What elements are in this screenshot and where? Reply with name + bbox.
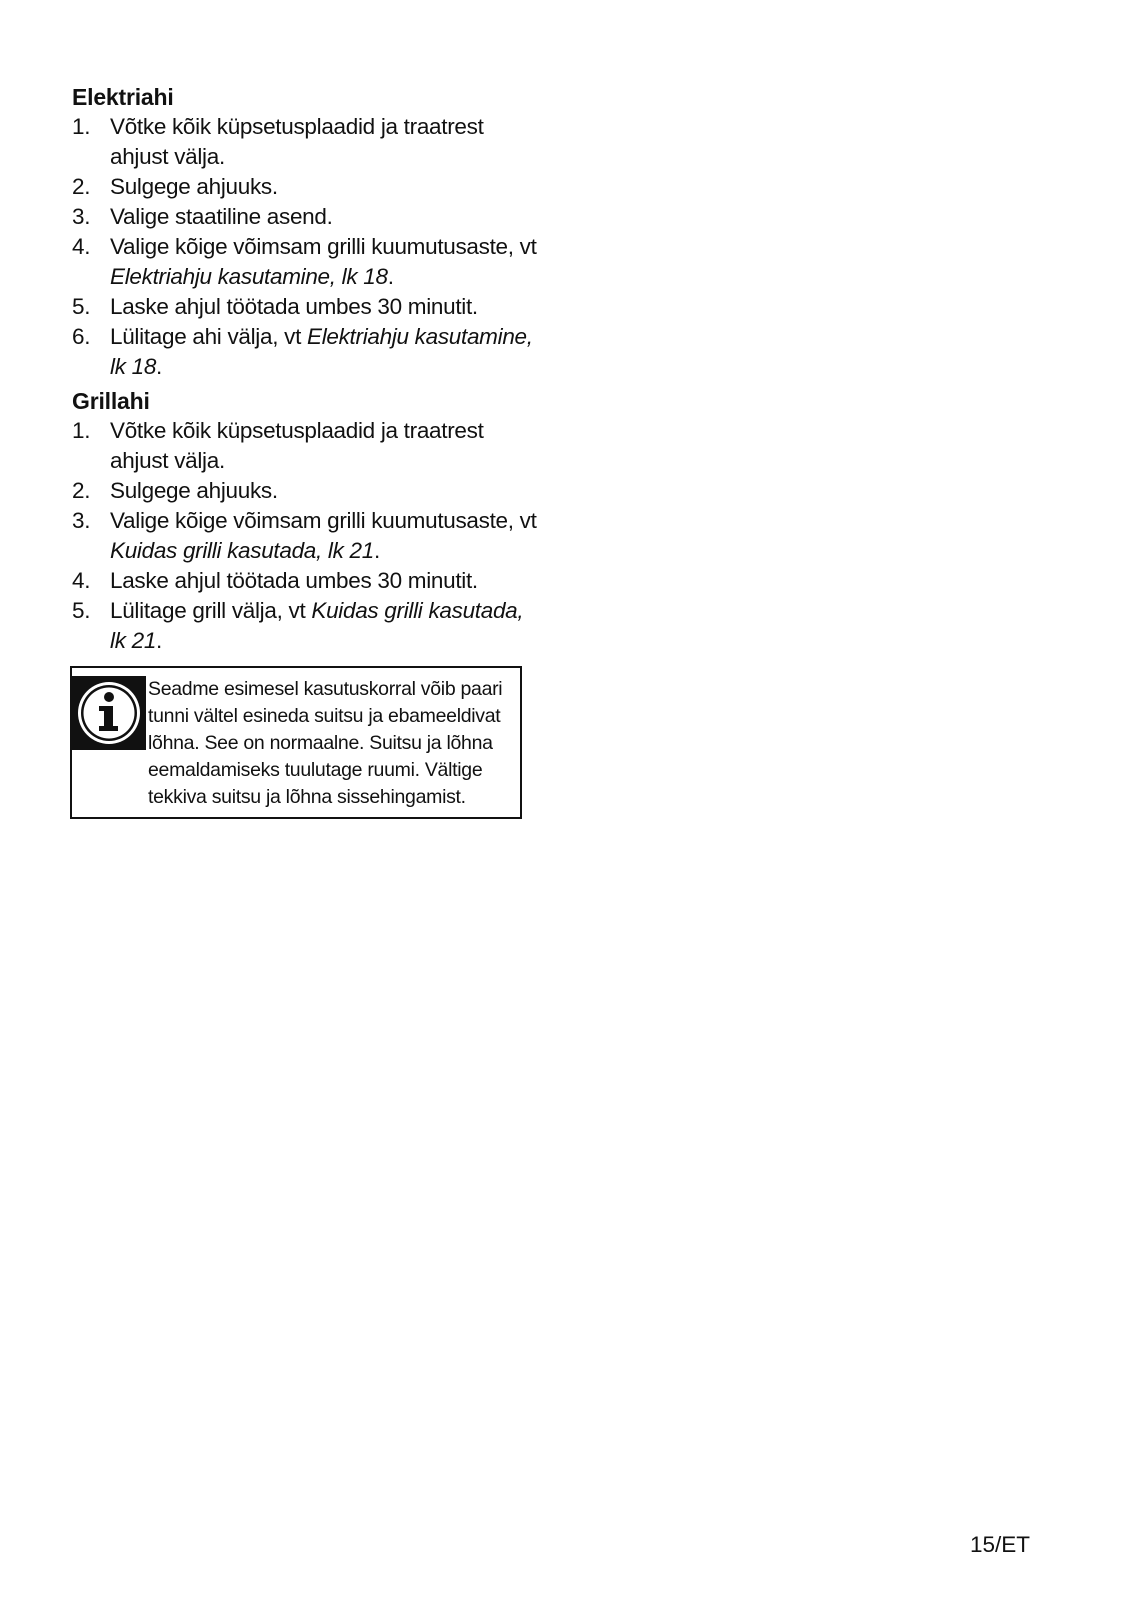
section-heading-grillahi: Grillahi <box>72 388 150 414</box>
step-tail: . <box>156 628 162 653</box>
step-text: Sulgege ahjuuks. <box>110 174 278 199</box>
list-item <box>72 476 542 506</box>
list-item <box>72 506 542 566</box>
info-icon <box>72 676 146 750</box>
step-number: 1. <box>72 418 91 443</box>
step-number: 5. <box>72 294 91 319</box>
info-note-text: Seadme esimesel kasutuskorral võib paari tunni vältel esineda suitsu ja ebameeldivat lõhna. See on normaalne. Suitsu ja lõhna eemaldamiseks tuulutage ruumi. Vältige tekkiva suitsu ja lõhna sissehingamist. <box>148 678 503 808</box>
step-number: 4. <box>72 568 91 593</box>
step-tail: . <box>387 264 394 289</box>
list-item <box>72 596 542 656</box>
step-list-grillahi <box>72 416 542 656</box>
list-item <box>72 232 542 292</box>
info-note-box <box>70 666 522 819</box>
section-heading-elektriahi: Elektriahi <box>72 84 174 110</box>
list-item <box>72 202 542 232</box>
page-reference: Kuidas grilli kasutada, lk 21 <box>110 538 374 563</box>
list-item <box>72 172 542 202</box>
step-text: Võtke kõik küpsetusplaadid ja traatrest ahjust välja. <box>110 418 484 473</box>
step-number: 4. <box>72 234 91 259</box>
step-number: 3. <box>72 508 91 533</box>
step-number: 5. <box>72 598 91 623</box>
step-tail: . <box>373 538 380 563</box>
page-reference: Kuidas grilli kasutada, lk 21 <box>110 598 524 653</box>
step-text: Valige staatiline asend. <box>110 204 333 229</box>
step-text: Lülitage ahi välja, vt <box>110 324 307 349</box>
step-list-elektriahi <box>72 112 542 382</box>
list-item <box>72 416 542 476</box>
step-number: 2. <box>72 174 91 199</box>
step-number: 2. <box>72 478 91 503</box>
step-number: 1. <box>72 114 91 139</box>
step-number: 6. <box>72 324 91 349</box>
list-item <box>72 292 542 322</box>
step-tail: . <box>156 354 162 379</box>
step-number: 3. <box>72 204 91 229</box>
step-text: Võtke kõik küpsetusplaadid ja traatrest ahjust välja. <box>110 114 484 169</box>
step-text: Valige kõige võimsam grilli kuumutusaste, vt <box>110 508 537 533</box>
list-item <box>72 566 542 596</box>
page-number: 15/ET <box>969 1532 1030 1557</box>
step-text: Laske ahjul töötada umbes 30 minutit. <box>110 568 478 593</box>
page-reference: Elektriahju kasutamine, lk 18 <box>110 324 533 379</box>
list-item <box>72 112 542 172</box>
step-text: Laske ahjul töötada umbes 30 minutit. <box>110 294 478 319</box>
list-item <box>72 322 542 382</box>
content-column <box>72 82 542 656</box>
page-reference: Elektriahju kasutamine, lk 18 <box>110 264 388 289</box>
step-text: Valige kõige võimsam grilli kuumutusaste, vt <box>110 234 537 259</box>
step-text: Sulgege ahjuuks. <box>110 478 278 503</box>
step-text: Lülitage grill välja, vt <box>110 598 312 623</box>
